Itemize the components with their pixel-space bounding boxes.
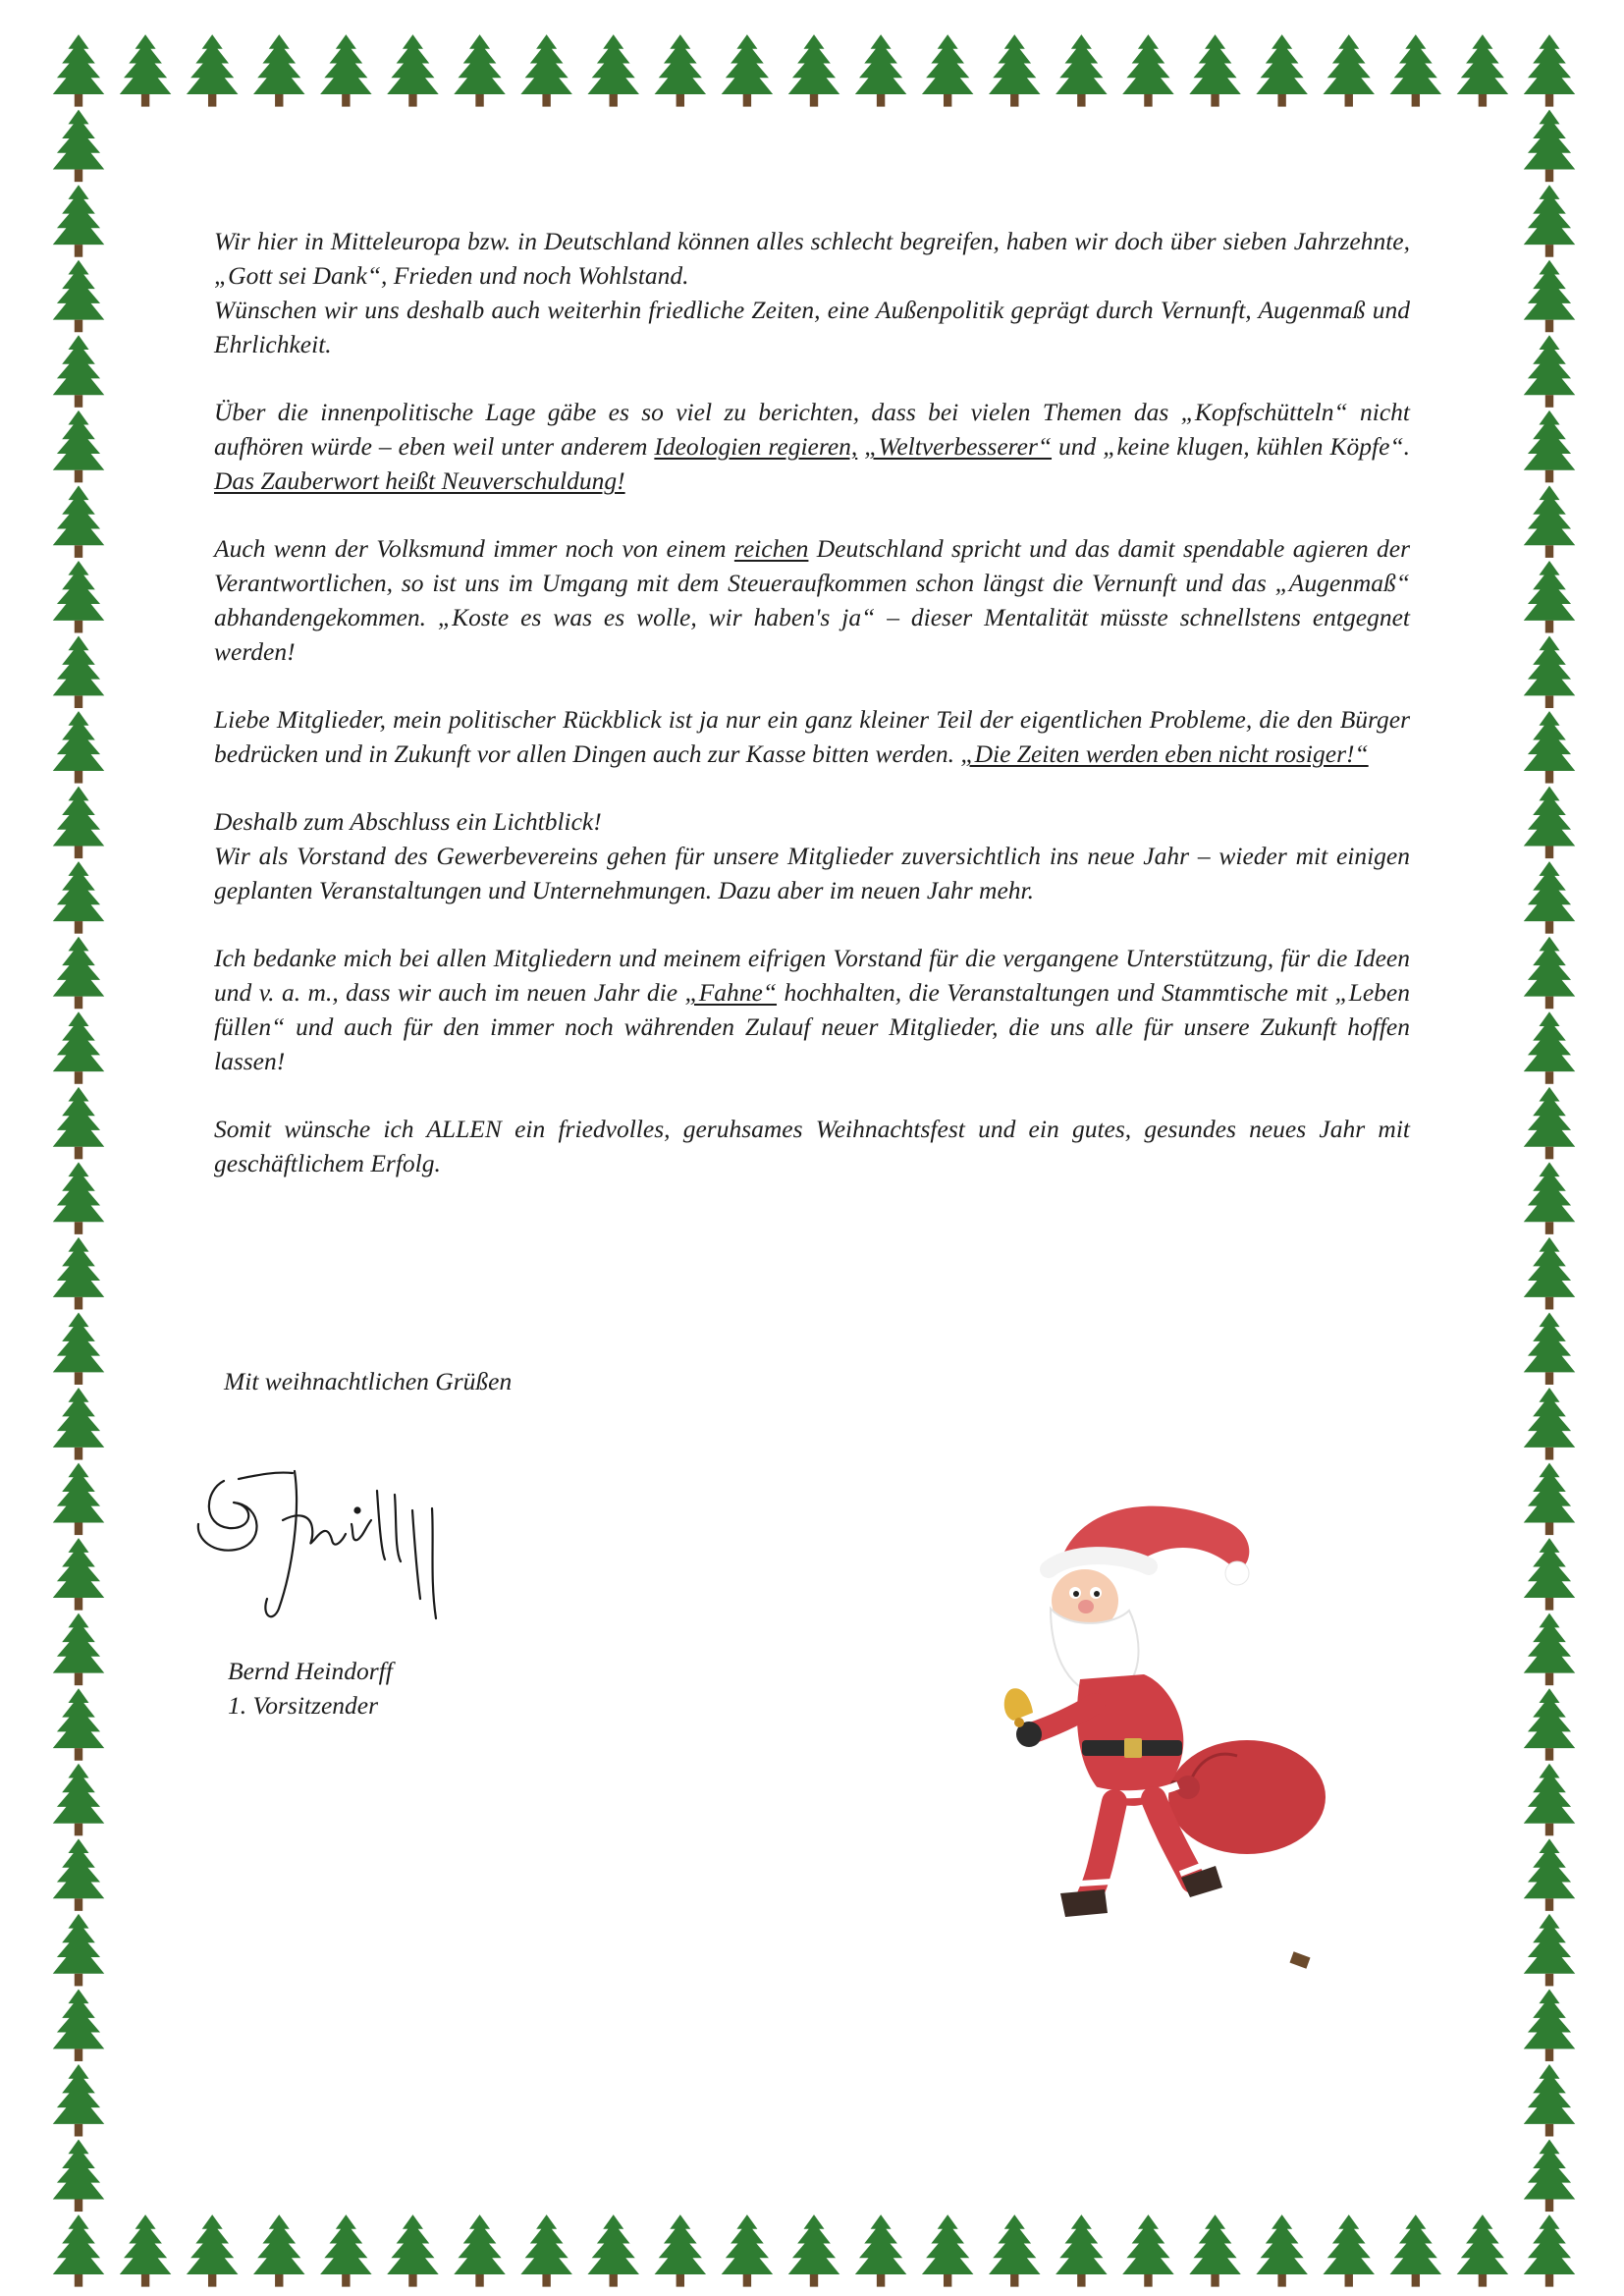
christmas-tree-icon [1524, 1162, 1576, 1234]
signature [185, 1451, 558, 1648]
christmas-tree-icon [53, 1838, 105, 1911]
christmas-tree-icon [53, 1388, 105, 1460]
christmas-tree-icon [120, 2214, 172, 2287]
christmas-tree-icon [655, 2214, 707, 2287]
christmas-tree-icon [1524, 636, 1576, 709]
christmas-tree-icon [53, 561, 105, 633]
christmas-tree-icon [53, 1538, 105, 1611]
christmas-tree-icon [53, 937, 105, 1010]
christmas-tree-icon [1524, 1838, 1576, 1911]
closing-greeting: Mit weihnachtlichen Grüßen [224, 1367, 513, 1395]
christmas-tree-icon [53, 1764, 105, 1836]
christmas-tree-icon [53, 185, 105, 257]
christmas-tree-icon [53, 110, 105, 183]
christmas-tree-icon [53, 1087, 105, 1160]
christmas-tree-icon [1524, 2214, 1576, 2287]
paragraph-outlook: Deshalb zum Abschluss ein Lichtblick! Wir als Vorstand des Gewerbevereins gehen für unsere Mitglieder zuversichtlich ins neue Jahr – wieder mit einigen geplanten Veranstaltungen und Unternehmungen. Dazu aber im neuen Jahr mehr. [214, 807, 1410, 904]
christmas-tree-icon [1524, 1011, 1576, 1084]
sender-name: Bernd Heindorff [228, 1657, 393, 1685]
paragraph-peace: Wir hier in Mitteleuropa bzw. in Deutschland können alles schlecht begreifen, haben wir doch über sieben Jahrzehnte, „Gott sei Dank“, Frieden und noch Wohlstand. Wünschen wir uns deshalb auch weiterhin friedliche Zeiten, eine Außenpolitik geprägt durch Vernunft, Augenmaß und Ehrlichkeit. [214, 227, 1410, 358]
christmas-tree-icon [53, 1989, 105, 2061]
christmas-tree-icon [53, 410, 105, 483]
santa-claus-illustration [903, 1493, 1414, 2003]
christmas-tree-icon [320, 2214, 372, 2287]
christmas-tree-icon [53, 335, 105, 408]
christmas-tree-icon [1056, 2214, 1108, 2287]
christmas-tree-icon [1524, 1688, 1576, 1761]
christmas-tree-icon [454, 2214, 505, 2287]
paragraph-finances: Auch wenn der Volksmund immer noch von einem reichen Deutschland spricht und das damit spendable agieren der Verantwortlichen, so ist uns im Umgang mit dem Steueraufkommen schon längst die Vernunft und das „Augenmaß“ abhandengekommen. „Koste es was es wolle, wir haben's ja“ – dieser Mentalität müsste schnellstens entgegnet werden! [214, 534, 1410, 666]
christmas-tree-icon [1524, 1613, 1576, 1686]
christmas-tree-icon [520, 2214, 572, 2287]
christmas-tree-icon [722, 2214, 774, 2287]
christmas-tree-icon [53, 1613, 105, 1686]
sender-role: 1. Vorsitzender [228, 1691, 378, 1720]
christmas-tree-icon [53, 1914, 105, 1987]
christmas-tree-icon [788, 2214, 840, 2287]
christmas-tree-icon [1256, 34, 1308, 107]
christmas-tree-icon [53, 1237, 105, 1310]
christmas-tree-icon [253, 2214, 305, 2287]
christmas-tree-icon [922, 2214, 974, 2287]
christmas-tree-icon [855, 2214, 907, 2287]
christmas-tree-icon [1524, 1087, 1576, 1160]
christmas-tree-icon [1390, 2214, 1442, 2287]
christmas-tree-icon [1524, 1237, 1576, 1310]
christmas-tree-icon [587, 34, 639, 107]
christmas-tree-icon [1524, 335, 1576, 408]
paragraph-review: Liebe Mitglieder, mein politischer Rückblick ist ja nur ein ganz kleiner Teil der eigentlichen Probleme, die den Bürger bedrücken und in Zukunft vor allen Dingen auch zur Kasse bitten werden. „Die Zeiten werden eben nicht rosiger!“ [214, 705, 1410, 768]
christmas-tree-icon [1056, 34, 1108, 107]
christmas-tree-icon [1524, 2064, 1576, 2137]
christmas-tree-icon [989, 2214, 1041, 2287]
christmas-tree-icon [53, 2140, 105, 2213]
christmas-tree-icon [1524, 787, 1576, 859]
christmas-tree-icon [1524, 937, 1576, 1010]
christmas-tree-icon [1323, 2214, 1375, 2287]
christmas-tree-icon [1524, 34, 1576, 107]
christmas-tree-icon [1524, 110, 1576, 183]
christmas-tree-icon [520, 34, 572, 107]
christmas-tree-icon [1524, 185, 1576, 257]
christmas-tree-icon [1524, 1538, 1576, 1611]
christmas-tree-icon [655, 34, 707, 107]
christmas-tree-icon [587, 2214, 639, 2287]
christmas-tree-icon [187, 2214, 239, 2287]
christmas-tree-icon [320, 34, 372, 107]
christmas-tree-icon [53, 636, 105, 709]
christmas-tree-icon [922, 34, 974, 107]
christmas-tree-icon [1457, 2214, 1509, 2287]
christmas-tree-icon [1524, 1989, 1576, 2061]
christmas-tree-icon [1524, 1463, 1576, 1536]
christmas-tree-icon [53, 1463, 105, 1536]
letter-body [214, 224, 1410, 1180]
christmas-tree-icon [53, 787, 105, 859]
christmas-tree-icon [1524, 1388, 1576, 1460]
christmas-tree-icon [1390, 34, 1442, 107]
christmas-tree-icon [1524, 485, 1576, 557]
paragraph-thanks: Ich bedanke mich bei allen Mitgliedern und meinem eifrigen Vorstand für die vergangene Unterstützung, für die Ideen und v. a. m., dass wir auch im neuen Jahr die „Fahne“ hochhalten, die Veranstaltungen und Stammtische mit „Leben füllen“ und auch für den immer noch währenden Zulauf neuer Mitglieder, die uns alle für unsere Zukunft hoffen lassen! [214, 944, 1410, 1075]
christmas-tree-icon [1122, 2214, 1174, 2287]
christmas-tree-icon [53, 1688, 105, 1761]
christmas-tree-icon [1189, 2214, 1241, 2287]
christmas-tree-icon [1524, 561, 1576, 633]
christmas-tree-icon [1524, 711, 1576, 784]
christmas-tree-icon [454, 34, 505, 107]
christmas-tree-icon [1524, 410, 1576, 483]
christmas-tree-icon [1524, 1764, 1576, 1836]
christmas-tree-icon [120, 34, 172, 107]
christmas-tree-icon [1524, 260, 1576, 333]
christmas-tree-icon [989, 34, 1041, 107]
christmas-tree-icon [1524, 2140, 1576, 2213]
christmas-tree-icon [53, 260, 105, 333]
christmas-tree-icon [53, 711, 105, 784]
christmas-tree-icon [53, 861, 105, 934]
christmas-tree-icon [387, 34, 439, 107]
sender-block [228, 1654, 393, 1722]
christmas-tree-icon [1524, 861, 1576, 934]
christmas-tree-icon [387, 2214, 439, 2287]
christmas-tree-icon [788, 34, 840, 107]
christmas-tree-icon [1524, 1312, 1576, 1385]
christmas-tree-icon [722, 34, 774, 107]
christmas-tree-icon [1323, 34, 1375, 107]
christmas-tree-icon [1524, 1914, 1576, 1987]
christmas-tree-icon [1457, 34, 1509, 107]
christmas-tree-icon [1122, 34, 1174, 107]
christmas-tree-icon [187, 34, 239, 107]
paragraph-wishes: Somit wünsche ich ALLEN ein friedvolles, geruhsames Weihnachtsfest und ein gutes, gesundes neues Jahr mit geschäftlichem Erfolg. [214, 1115, 1410, 1177]
christmas-tree-icon [53, 2214, 105, 2287]
christmas-tree-icon [53, 1011, 105, 1084]
paragraph-domestic-politics: Über die innenpolitische Lage gäbe es so viel zu berichten, dass bei vielen Themen das „Kopfschütteln“ nicht aufhören würde – eben weil unter anderem Ideologien regieren, „Weltverbesserer“ und „keine klugen, kühlen Köpfe“. Das Zauberwort heißt Neuverschuldung! [214, 398, 1411, 495]
christmas-tree-icon [53, 485, 105, 557]
christmas-tree-icon [53, 34, 105, 107]
christmas-tree-icon [1256, 2214, 1308, 2287]
christmas-tree-icon [53, 2064, 105, 2137]
christmas-tree-icon [1189, 34, 1241, 107]
christmas-tree-icon [253, 34, 305, 107]
christmas-tree-icon [855, 34, 907, 107]
christmas-tree-icon [53, 1312, 105, 1385]
christmas-tree-icon [53, 1162, 105, 1234]
